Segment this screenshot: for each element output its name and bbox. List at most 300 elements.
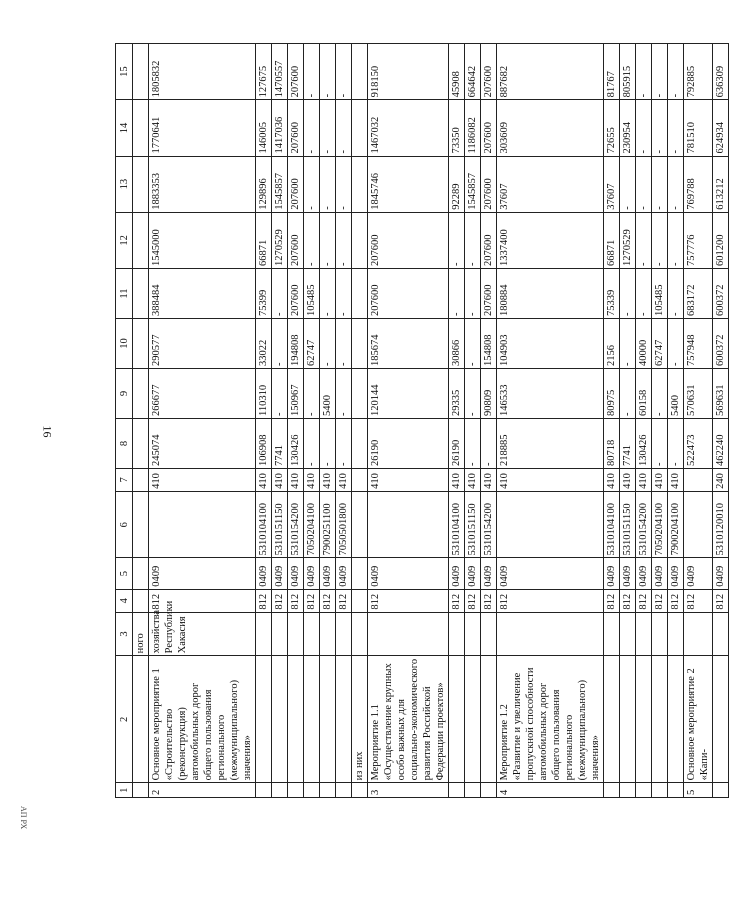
table-cell: 290577 bbox=[149, 319, 256, 369]
table-cell: Мероприятие 1.2 «Развитие и увеличение пропускной способности автомобильных дорог общего пользования регионального (межмуниципального) значения» bbox=[497, 656, 604, 783]
table-cell: 812 bbox=[320, 589, 336, 612]
table-cell bbox=[320, 612, 336, 656]
table-cell: 29335 bbox=[449, 368, 465, 418]
table-cell: 1467032 bbox=[368, 100, 449, 156]
table-cell: 0409 bbox=[465, 558, 481, 589]
table-cell: - bbox=[336, 418, 352, 468]
table-cell: - bbox=[272, 269, 288, 319]
table-cell bbox=[133, 418, 149, 468]
table-cell: 600372 bbox=[713, 319, 729, 369]
table-cell: Основное мероприятие 2 «Капи- bbox=[684, 656, 713, 783]
table-cell: 601200 bbox=[713, 212, 729, 268]
table-cell: 812 bbox=[684, 589, 713, 612]
table-cell: 1270529 bbox=[620, 212, 636, 268]
table-cell: 3 bbox=[368, 783, 449, 798]
table-cell: - bbox=[465, 269, 481, 319]
table-cell: 0409 bbox=[149, 558, 256, 589]
table-cell bbox=[652, 612, 668, 656]
table-cell bbox=[256, 656, 272, 783]
table-cell: 207600 bbox=[368, 212, 449, 268]
table-cell: 130426 bbox=[636, 418, 652, 468]
table-cell: - bbox=[320, 269, 336, 319]
table-cell: 1545857 bbox=[272, 156, 288, 212]
table-cell: 812 bbox=[288, 589, 304, 612]
table-cell: - bbox=[336, 269, 352, 319]
table-cell bbox=[652, 783, 668, 798]
table-cell bbox=[304, 612, 320, 656]
table-cell: 812 bbox=[636, 589, 652, 612]
table-cell: 207600 bbox=[288, 269, 304, 319]
table-cell: 218885 bbox=[497, 418, 604, 468]
table-cell: 0409 bbox=[713, 558, 729, 589]
table-cell: 1545857 bbox=[465, 156, 481, 212]
table-cell: - bbox=[668, 319, 684, 369]
table-cell bbox=[465, 656, 481, 783]
table-cell bbox=[636, 656, 652, 783]
table-cell: 0409 bbox=[497, 558, 604, 589]
table-cell: 0409 bbox=[481, 558, 497, 589]
table-cell bbox=[668, 783, 684, 798]
table-cell: 388484 bbox=[149, 269, 256, 319]
table-cell: 812 bbox=[604, 589, 620, 612]
table-cell: 37607 bbox=[497, 156, 604, 212]
table-cell: 410 bbox=[465, 468, 481, 491]
table-cell: 129896 bbox=[256, 156, 272, 212]
table-cell: 127675 bbox=[256, 44, 272, 100]
table-cell: 30866 bbox=[449, 319, 465, 369]
table-cell: 569631 bbox=[713, 368, 729, 418]
table-cell bbox=[449, 612, 465, 656]
table-cell: 0409 bbox=[288, 558, 304, 589]
table-cell: 7050501800 bbox=[336, 491, 352, 558]
table-cell: 410 bbox=[320, 468, 336, 491]
table-cell: - bbox=[668, 100, 684, 156]
table-cell bbox=[352, 212, 368, 268]
table-cell: 1270529 bbox=[272, 212, 288, 268]
table-cell: - bbox=[336, 44, 352, 100]
table-cell: 207600 bbox=[288, 156, 304, 212]
table-cell: 80718 bbox=[604, 418, 620, 468]
table-row bbox=[497, 44, 604, 798]
table-cell: - bbox=[465, 368, 481, 418]
table-row bbox=[336, 44, 352, 798]
table-cell: - bbox=[336, 100, 352, 156]
table-cell: 781510 bbox=[684, 100, 713, 156]
table-cell: - bbox=[465, 212, 481, 268]
table-cell bbox=[497, 491, 604, 558]
table-cell: 1337400 bbox=[497, 212, 604, 268]
table-cell: 812 bbox=[304, 589, 320, 612]
table-cell bbox=[133, 319, 149, 369]
table-cell: - bbox=[668, 269, 684, 319]
table-cell: 154808 bbox=[481, 319, 497, 369]
table-cell: 0409 bbox=[320, 558, 336, 589]
table-cell: - bbox=[304, 212, 320, 268]
table-cell: 303609 bbox=[497, 100, 604, 156]
table-cell: 230954 bbox=[620, 100, 636, 156]
table-cell: 207600 bbox=[481, 156, 497, 212]
table-cell: 0409 bbox=[256, 558, 272, 589]
table-cell: 1186082 bbox=[465, 100, 481, 156]
table-cell: 7900251100 bbox=[320, 491, 336, 558]
table-cell: 522473 bbox=[684, 418, 713, 468]
table-cell: 410 bbox=[272, 468, 288, 491]
table-cell: 570631 bbox=[684, 368, 713, 418]
table-cell: 240 bbox=[713, 468, 729, 491]
table-cell: из них bbox=[352, 656, 368, 783]
table-cell: - bbox=[652, 368, 668, 418]
table-cell: 245074 bbox=[149, 418, 256, 468]
table-cell: - bbox=[336, 212, 352, 268]
table-cell: 207600 bbox=[481, 100, 497, 156]
table-cell: 410 bbox=[149, 468, 256, 491]
table-cell bbox=[713, 656, 729, 783]
table-cell bbox=[133, 44, 149, 100]
table-cell: - bbox=[652, 156, 668, 212]
table-cell: 4 bbox=[497, 783, 604, 798]
table-cell bbox=[368, 491, 449, 558]
table-cell bbox=[352, 319, 368, 369]
table-cell bbox=[352, 44, 368, 100]
table-cell: 7741 bbox=[620, 418, 636, 468]
table-cell: 266677 bbox=[149, 368, 256, 418]
table-cell: 0409 bbox=[684, 558, 713, 589]
table-cell bbox=[256, 783, 272, 798]
table-cell bbox=[465, 783, 481, 798]
table-cell: 410 bbox=[636, 468, 652, 491]
table-cell bbox=[133, 212, 149, 268]
table-cell bbox=[713, 612, 729, 656]
table-cell bbox=[133, 368, 149, 418]
table-cell: 636309 bbox=[713, 44, 729, 100]
table-cell: 5310104100 bbox=[449, 491, 465, 558]
table-cell: - bbox=[336, 156, 352, 212]
table-cell: 75399 bbox=[256, 269, 272, 319]
table-row bbox=[620, 44, 636, 798]
table-cell: 81767 bbox=[604, 44, 620, 100]
table-cell bbox=[620, 612, 636, 656]
table-cell: 613212 bbox=[713, 156, 729, 212]
table-row bbox=[481, 44, 497, 798]
table-cell bbox=[636, 783, 652, 798]
table-cell: 812 bbox=[256, 589, 272, 612]
table-cell: 110310 bbox=[256, 368, 272, 418]
table-cell bbox=[133, 100, 149, 156]
table-cell: 62747 bbox=[304, 319, 320, 369]
table-cell: 207600 bbox=[288, 44, 304, 100]
table-cell bbox=[684, 491, 713, 558]
table-cell: 812 bbox=[481, 589, 497, 612]
table-cell bbox=[336, 783, 352, 798]
table-cell: - bbox=[652, 212, 668, 268]
table-cell: 66871 bbox=[256, 212, 272, 268]
table-cell: 410 bbox=[336, 468, 352, 491]
table-cell: 2 bbox=[149, 783, 256, 798]
table-cell: 5400 bbox=[320, 368, 336, 418]
table-cell: 62747 bbox=[652, 319, 668, 369]
table-cell: - bbox=[272, 319, 288, 369]
table-cell: - bbox=[668, 212, 684, 268]
table-cell: - bbox=[336, 368, 352, 418]
table-cell: 207600 bbox=[288, 100, 304, 156]
table-cell: - bbox=[481, 418, 497, 468]
column-header: 1 bbox=[116, 783, 133, 798]
table-cell: - bbox=[668, 44, 684, 100]
table-cell: 146533 bbox=[497, 368, 604, 418]
table-row bbox=[465, 44, 481, 798]
table-cell bbox=[133, 656, 149, 783]
table-cell bbox=[133, 491, 149, 558]
table-cell bbox=[604, 783, 620, 798]
table-cell bbox=[368, 612, 449, 656]
table-row bbox=[352, 44, 368, 798]
table-cell bbox=[133, 589, 149, 612]
table-cell: 0409 bbox=[272, 558, 288, 589]
table-cell bbox=[352, 468, 368, 491]
table-cell: 757948 bbox=[684, 319, 713, 369]
table-cell bbox=[288, 612, 304, 656]
table-cell bbox=[652, 656, 668, 783]
table-row bbox=[288, 44, 304, 798]
table-cell bbox=[352, 100, 368, 156]
table-cell: 812 bbox=[272, 589, 288, 612]
table-cell: 120144 bbox=[368, 368, 449, 418]
table-cell: - bbox=[636, 44, 652, 100]
table-cell: 185674 bbox=[368, 319, 449, 369]
table-cell bbox=[288, 783, 304, 798]
table-cell: 7900204100 bbox=[668, 491, 684, 558]
table-cell: 90809 bbox=[481, 368, 497, 418]
table-cell: 887682 bbox=[497, 44, 604, 100]
table-cell: 0409 bbox=[652, 558, 668, 589]
table-row bbox=[272, 44, 288, 798]
table-cell: 812 bbox=[368, 589, 449, 612]
column-header: 5 bbox=[116, 558, 133, 589]
table-cell bbox=[620, 656, 636, 783]
table-cell bbox=[449, 656, 465, 783]
table-cell: - bbox=[449, 212, 465, 268]
table-cell: 812 bbox=[336, 589, 352, 612]
table-cell: 130426 bbox=[288, 418, 304, 468]
table-cell: - bbox=[636, 100, 652, 156]
table-cell bbox=[288, 656, 304, 783]
table-cell: 812 bbox=[713, 589, 729, 612]
table-cell bbox=[133, 269, 149, 319]
budget-table bbox=[115, 43, 729, 798]
table-cell bbox=[133, 468, 149, 491]
table-cell: 757776 bbox=[684, 212, 713, 268]
table-cell: 92289 bbox=[449, 156, 465, 212]
column-header: 12 bbox=[116, 212, 133, 268]
table-cell: - bbox=[620, 156, 636, 212]
table-cell: 180884 bbox=[497, 269, 604, 319]
table-cell: 812 bbox=[449, 589, 465, 612]
column-header: 7 bbox=[116, 468, 133, 491]
table-cell bbox=[352, 558, 368, 589]
table-cell: ного bbox=[133, 612, 149, 656]
table-cell: - bbox=[620, 269, 636, 319]
table-row bbox=[652, 44, 668, 798]
table-cell: 1417036 bbox=[272, 100, 288, 156]
table-cell bbox=[304, 783, 320, 798]
table-cell: 40000 bbox=[636, 319, 652, 369]
table-cell bbox=[336, 612, 352, 656]
table-cell: 207600 bbox=[481, 212, 497, 268]
table-cell bbox=[352, 368, 368, 418]
table-cell: 5310120010 bbox=[713, 491, 729, 558]
table-cell: 410 bbox=[668, 468, 684, 491]
table-cell: 812 bbox=[149, 589, 256, 612]
table-cell: 410 bbox=[368, 468, 449, 491]
table-cell: - bbox=[320, 418, 336, 468]
table-cell: 5310104100 bbox=[604, 491, 620, 558]
table-cell: 73350 bbox=[449, 100, 465, 156]
table-cell bbox=[272, 783, 288, 798]
table-cell: 462240 bbox=[713, 418, 729, 468]
table-cell: - bbox=[465, 319, 481, 369]
table-cell: 1845746 bbox=[368, 156, 449, 212]
table-cell bbox=[352, 783, 368, 798]
table-cell: 194808 bbox=[288, 319, 304, 369]
table-cell: 72655 bbox=[604, 100, 620, 156]
table-cell: 0409 bbox=[668, 558, 684, 589]
table-cell: 7050204100 bbox=[652, 491, 668, 558]
table-cell bbox=[465, 612, 481, 656]
table-cell: - bbox=[272, 368, 288, 418]
table-cell: 0409 bbox=[620, 558, 636, 589]
table-cell: 66871 bbox=[604, 212, 620, 268]
table-cell: 146005 bbox=[256, 100, 272, 156]
table-cell: 664642 bbox=[465, 44, 481, 100]
table-cell: 104903 bbox=[497, 319, 604, 369]
table-cell: - bbox=[304, 418, 320, 468]
table-cell: 1470557 bbox=[272, 44, 288, 100]
table-cell: - bbox=[465, 418, 481, 468]
column-header: 2 bbox=[116, 656, 133, 783]
table-cell: 1883353 bbox=[149, 156, 256, 212]
table-row bbox=[368, 44, 449, 798]
table-cell: 0409 bbox=[304, 558, 320, 589]
table-cell: 812 bbox=[620, 589, 636, 612]
table-cell bbox=[336, 656, 352, 783]
table-cell: 37607 bbox=[604, 156, 620, 212]
table-cell: - bbox=[304, 368, 320, 418]
column-header: 11 bbox=[116, 269, 133, 319]
table-cell bbox=[604, 656, 620, 783]
table-row bbox=[668, 44, 684, 798]
table-row bbox=[449, 44, 465, 798]
table-row bbox=[636, 44, 652, 798]
table-cell: 26190 bbox=[449, 418, 465, 468]
table-cell bbox=[684, 612, 713, 656]
table-cell: 812 bbox=[668, 589, 684, 612]
table-cell: 0409 bbox=[336, 558, 352, 589]
table-cell: 7741 bbox=[272, 418, 288, 468]
table-cell: 207600 bbox=[481, 44, 497, 100]
table-cell bbox=[352, 589, 368, 612]
table-cell: 805915 bbox=[620, 44, 636, 100]
table-cell: Основное мероприятие 1 «Строительство (реконструкция) автомобильных дорог общего пользования регионального (межмуниципального) значения» bbox=[149, 656, 256, 783]
table-cell bbox=[352, 612, 368, 656]
table-cell: 80975 bbox=[604, 368, 620, 418]
table-cell: - bbox=[668, 418, 684, 468]
table-cell: 410 bbox=[604, 468, 620, 491]
table-row bbox=[256, 44, 272, 798]
table-cell: - bbox=[304, 100, 320, 156]
table-cell bbox=[352, 418, 368, 468]
table-cell bbox=[481, 783, 497, 798]
table-cell bbox=[481, 656, 497, 783]
column-header: 3 bbox=[116, 612, 133, 656]
table-cell: 207600 bbox=[481, 269, 497, 319]
column-header: 14 bbox=[116, 100, 133, 156]
table-cell: 410 bbox=[652, 468, 668, 491]
footer-text: АП РХ bbox=[19, 806, 28, 830]
table-cell: 45908 bbox=[449, 44, 465, 100]
column-header: 6 bbox=[116, 491, 133, 558]
table-cell: Мероприятие 1.1 «Осуществление крупных особо важных для социально-экономического развития Российской Федерации проектов» bbox=[368, 656, 449, 783]
table-cell bbox=[668, 656, 684, 783]
table-cell bbox=[320, 783, 336, 798]
table-cell: 792885 bbox=[684, 44, 713, 100]
table-cell bbox=[497, 612, 604, 656]
column-header: 9 bbox=[116, 368, 133, 418]
column-header: 8 bbox=[116, 418, 133, 468]
table-cell bbox=[668, 612, 684, 656]
table-row bbox=[304, 44, 320, 798]
table-row bbox=[320, 44, 336, 798]
table-cell bbox=[133, 783, 149, 798]
table-row bbox=[133, 44, 149, 798]
table-cell bbox=[620, 783, 636, 798]
table-cell: 812 bbox=[465, 589, 481, 612]
table-row bbox=[684, 44, 713, 798]
table-cell bbox=[604, 612, 620, 656]
table-cell: 7050204100 bbox=[304, 491, 320, 558]
table-cell: 1805832 bbox=[149, 44, 256, 100]
table-row bbox=[713, 44, 729, 798]
table-cell bbox=[320, 656, 336, 783]
table-cell: - bbox=[636, 212, 652, 268]
header-row bbox=[116, 44, 133, 798]
table-cell: 918150 bbox=[368, 44, 449, 100]
table-cell bbox=[133, 558, 149, 589]
table-cell: 0409 bbox=[449, 558, 465, 589]
column-header: 4 bbox=[116, 589, 133, 612]
table-cell: 410 bbox=[620, 468, 636, 491]
table-cell: - bbox=[336, 319, 352, 369]
table-cell: 769788 bbox=[684, 156, 713, 212]
table-cell: 26190 bbox=[368, 418, 449, 468]
table-cell: 1770641 bbox=[149, 100, 256, 156]
table-cell: 410 bbox=[256, 468, 272, 491]
table-cell: 410 bbox=[481, 468, 497, 491]
table-cell: 624934 bbox=[713, 100, 729, 156]
table-cell: 105485 bbox=[652, 269, 668, 319]
table-cell: 0409 bbox=[636, 558, 652, 589]
table-cell bbox=[304, 656, 320, 783]
table-cell: 5310104100 bbox=[256, 491, 272, 558]
table-cell: 105485 bbox=[304, 269, 320, 319]
table-cell bbox=[352, 269, 368, 319]
table-cell: 207600 bbox=[288, 212, 304, 268]
table-cell: - bbox=[320, 156, 336, 212]
table-cell: 410 bbox=[288, 468, 304, 491]
column-header: 10 bbox=[116, 319, 133, 369]
table-cell: - bbox=[304, 44, 320, 100]
table-row bbox=[149, 44, 256, 798]
table-cell: 5310151150 bbox=[620, 491, 636, 558]
